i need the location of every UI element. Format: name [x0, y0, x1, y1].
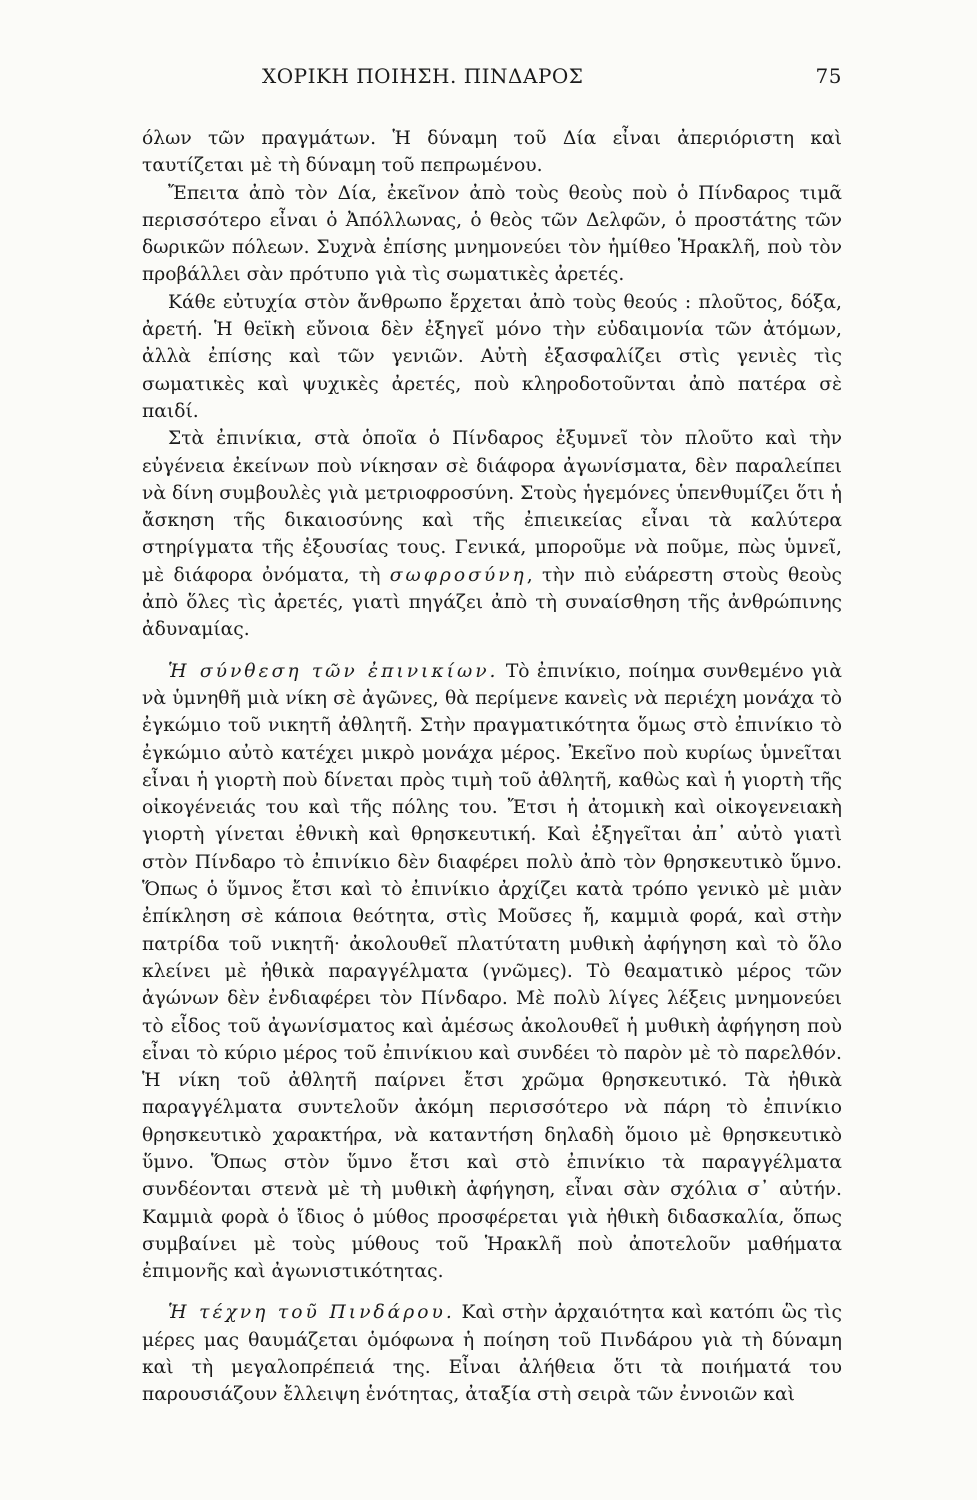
body-text	[142, 125, 842, 1409]
paragraph	[142, 289, 842, 425]
section-heading: Ἡ σύνθεση τῶν ἐπινικίων.	[168, 660, 499, 682]
paragraph-text: Τὸ ἐπινίκιο, ποίημα συνθεμένο γιὰ νὰ ὑμνηθῆ μιὰ νίκη σὲ ἀγῶνες, θὰ περίμενε κανεὶς νὰ περιέχη μονάχα τὸ ἐγκώμιο τοῦ νικητῆ ἀθλητῆ. Στὴν πραγματικότητα ὅμως στὸ ἐπινίκιο τὸ ἐγκώμιο αὐτὸ κατέχει μικρὸ μονάχα μέρος. Ἐκεῖνο ποὺ κυρίως ὑμνεῖται εἶναι ἡ γιορτὴ ποὺ δίνεται πρὸς τιμὴ τοῦ ἀθλητῆ, καθὼς καὶ ἡ γιορτὴ τῆς οἰκογένειάς του καὶ τῆς πόλης του. Ἔτσι ἡ ἀτομικὴ καὶ οἰκογενειακὴ γιορτὴ γίνεται ἐθνικὴ καὶ θρησκευτική. Καὶ ἐξηγεῖται ἀπ᾽ αὐτὸ γιατὶ στὸν Πίνδαρο τὸ ἐπινίκιο δὲν διαφέρει πολὺ ἀπὸ τὸν θρησκευτικὸ ὕμνο. Ὅπως ὁ ὕμνος ἔτσι καὶ τὸ ἐπινίκιο ἀρχίζει κατὰ τρόπο γενικὸ μὲ μιὰν ἐπίκληση σὲ κάποια θεότητα, στὶς Μοῦσες ἤ, καμμιὰ φορά, καὶ στὴν πατρίδα τοῦ νικητῆ· ἀκολουθεῖ πλατύτατη μυθικὴ ἀφήγηση καὶ τὸ ὅλο κλείνει μὲ ἠθικὰ παραγγέλματα (γνῶμες). Τὸ θεαματικὸ μέρος τῶν ἀγώνων δὲν ἐνδιαφέρει τὸν Πίνδαρο. Μὲ πολὺ λίγες λέξεις μνημονεύει τὸ εἶδος τοῦ ἀγωνίσματος καὶ ἀμέσως ἀκολουθεῖ ἡ μυθικὴ ἀφήγηση ποὺ εἶναι τὸ κύριο μέρος τοῦ ἐπινίκιου καὶ συνδέει τὸ παρὸν μὲ τὸ παρελθόν. Ἡ νίκη τοῦ ἀθλητῆ παίρνει ἔτσι χρῶμα θρησκευτικό. Τὰ ἠθικὰ παραγγέλματα συντελοῦν ἀκόμη περισσότερο νὰ πάρη τὸ ἐπινίκιο θρησκευτικὸ χαρακτήρα, νὰ καταντήση δηλαδὴ ὅμοιο μὲ θρησκευτικὸ ὕμνο. Ὅπως στὸν ὕμνο ἔτσι καὶ στὸ ἐπινίκιο τὰ παραγγέλματα συνδέονται στενὰ μὲ τὴ μυθικὴ ἀφήγηση, εἶναι σὰν σχόλια σ᾽ αὐτήν. Καμμιὰ φορὰ ὁ ἴδιος ὁ μύθος προσφέρεται γιὰ ἠθικὴ διδασκαλία, ὅπως συμβαίνει μὲ τοὺς μύθους τοῦ Ἡρακλῆ ποὺ ἀποτελοῦν μαθήματα ἐπιμονῆς καὶ ἀγωνιστικότητας.	[142, 660, 842, 1283]
paragraph	[142, 125, 842, 180]
paragraph-text: , τὴν πιὸ εὐάρεστη στοὺς θεοὺς ἀπὸ ὅλες τὶς ἀρετές, γιατὶ πηγάζει ἀπὸ τὴ συναίσθηση τῆς ἀνθρώπινης ἀδυναμίας.	[142, 564, 842, 641]
emphasized-word: σωφροσύνη	[389, 564, 527, 586]
page-number: 75	[815, 64, 842, 88]
paragraph-text: Κάθε εὐτυχία στὸν ἄνθρωπο ἔρχεται ἀπὸ τοὺς θεούς : πλοῦτος, δόξα, ἀρετή. Ἡ θεϊκὴ εὔνοια δὲν ἐξηγεῖ μόνο τὴν εὐδαιμονία τῶν ἀτόμων, ἀλλὰ ἐπίσης καὶ τῶν γενιῶν. Αὐτὴ ἐξασφαλίζει στὶς γενιὲς τὶς σωματικὲς καὶ ψυχικὲς ἀρετές, ποὺ κληροδοτοῦνται ἀπὸ πατέρα σὲ παιδί.	[142, 291, 842, 422]
chapter-title: ΧΟΡΙΚΗ ΠΟΙΗΣΗ. ΠΙΝΔΑΡΟΣ	[262, 64, 584, 88]
paragraph-text: Ἔπειτα ἀπὸ τὸν Δία, ἐκεῖνον ἀπὸ τοὺς θεοὺς ποὺ ὁ Πίνδαρος τιμᾶ περισσότερο εἶναι ὁ Ἀπόλλωνας, ὁ θεὸς τῶν Δελφῶν, ὁ προστάτης τῶν δωρικῶν πόλεων. Συχνὰ ἐπίσης μνημονεύει τὸν ἡμίθεο Ἡρακλῆ, ποὺ τὸν προβάλλει σὰν πρότυπο γιὰ τὶς σωματικὲς ἀρετές.	[142, 182, 842, 286]
paragraph-text: όλων τῶν πραγμάτων. Ἡ δύναμη τοῦ Δία εἶναι ἀπεριόριστη καὶ ταυτίζεται μὲ τὴ δύναμη τοῦ πεπρωμένου.	[142, 128, 842, 177]
paragraph	[142, 658, 842, 1286]
section-heading: Ἡ τέχνη τοῦ Πινδάρου.	[168, 1302, 455, 1324]
paragraph	[142, 1299, 842, 1408]
paragraph	[142, 180, 842, 289]
running-header	[142, 64, 842, 94]
paragraph-text: Καὶ στὴν ἀρχαιότητα καὶ κατόπι ὣς τὶς μέρες μας θαυμάζεται ὁμόφωνα ἡ ποίηση τοῦ Πινδάρου γιὰ τὴ δύναμη καὶ τὴ μεγαλοπρέπειά της. Εἶναι ἀλήθεια ὅτι τὰ ποιήματά του παρουσιάζουν ἔλλειψη ἑνότητας, ἀταξία στὴ σειρὰ τῶν ἐννοιῶν καὶ	[142, 1302, 843, 1406]
paragraph	[142, 425, 842, 643]
paragraph-text: Στὰ ἐπινίκια, στὰ ὁποῖα ὁ Πίνδαρος ἐξυμνεῖ τὸν πλοῦτο καὶ τὴν εὐγένεια ἐκείνων ποὺ νίκησαν σὲ διάφορα ἀγωνίσματα, δὲν παραλείπει νὰ δίνη συμβουλὲς γιὰ μετριοφροσύνη. Στοὺς ἡγεμόνες ὑπενθυμίζει ὅτι ἡ ἄσκηση τῆς δικαιοσύνης καὶ τῆς ἐπιεικείας εἶναι τὰ καλύτερα στηρίγματα τῆς ἐξουσίας τους. Γενικά, μποροῦμε νὰ ποῦμε, πὼς ὑμνεῖ, μὲ διάφορα ὀνόματα, τὴ	[142, 428, 842, 586]
